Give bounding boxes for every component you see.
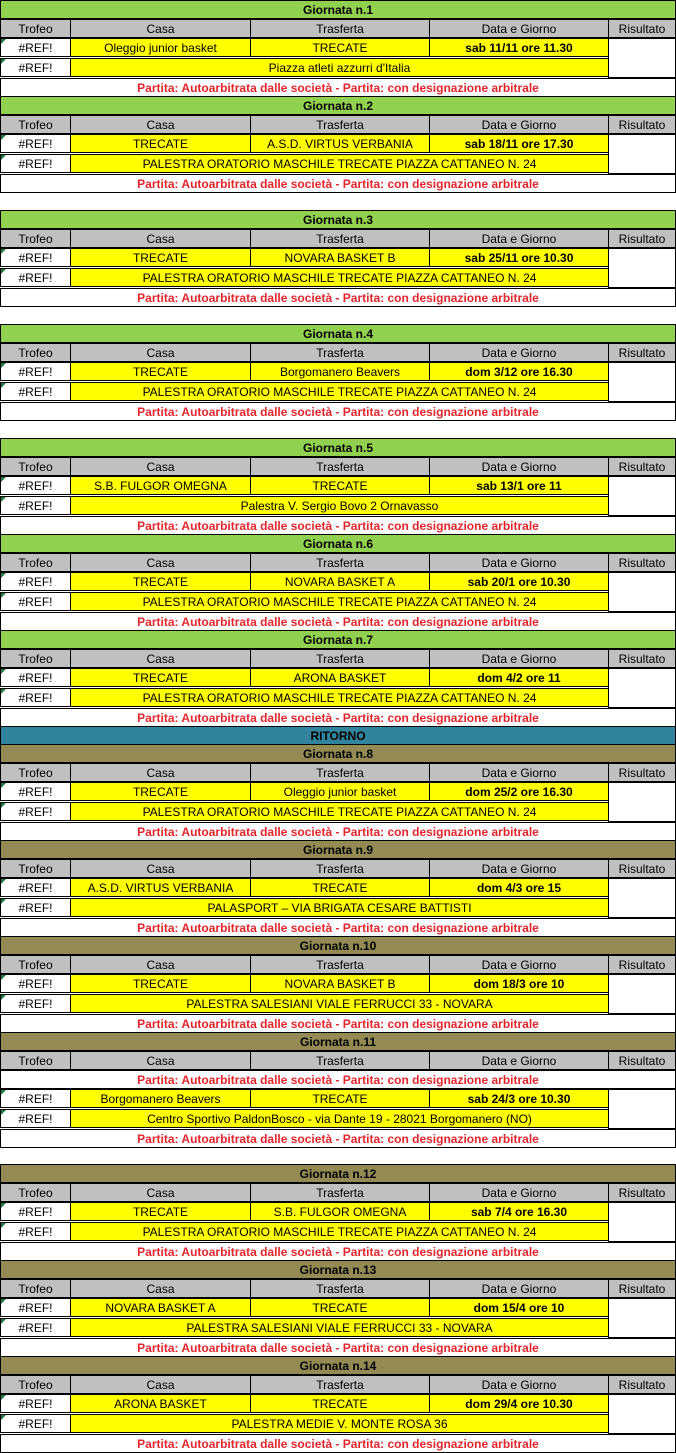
header-trofeo: Trofeo: [0, 955, 71, 974]
header-data: Data e Giorno: [429, 763, 609, 782]
header-risultato: Risultato: [608, 1051, 676, 1070]
date-time-cell[interactable]: dom 29/4 ore 10.30: [429, 1394, 609, 1413]
trofeo-cell[interactable]: #REF!: [0, 572, 71, 591]
date-time-cell[interactable]: sab 13/1 ore 11: [429, 476, 609, 495]
giornata-7-venue-row: [0, 688, 676, 707]
giornata-14-match-row: [0, 1394, 676, 1413]
referee-note: Partita: Autoarbitrata dalle società - Partita: con designazione arbitrale: [0, 1338, 676, 1357]
header-casa: Casa: [70, 115, 251, 134]
home-team-cell[interactable]: TRECATE: [70, 362, 251, 381]
referee-note: Partita: Autoarbitrata dalle società - Partita: con designazione arbitrale: [0, 1242, 676, 1261]
giornata-3-header-row: [0, 229, 676, 248]
home-team-cell[interactable]: S.B. FULGOR OMEGNA: [70, 476, 251, 495]
giornata-4-header-row: [0, 343, 676, 362]
giornata-11-note-row: [0, 1129, 676, 1148]
giornata-1-venue-row: [0, 58, 676, 77]
header-trasferta: Trasferta: [250, 457, 430, 476]
referee-note: Partita: Autoarbitrata dalle società - Partita: con designazione arbitrale: [0, 402, 676, 421]
giornata-4-title-row: [0, 324, 676, 343]
home-team-cell[interactable]: TRECATE: [70, 782, 251, 801]
date-time-cell[interactable]: sab 20/1 ore 10.30: [429, 572, 609, 591]
trofeo-cell[interactable]: #REF!: [0, 1222, 71, 1241]
header-trasferta: Trasferta: [250, 553, 430, 572]
header-trofeo: Trofeo: [0, 649, 71, 668]
header-risultato: Risultato: [608, 343, 676, 362]
home-team-cell[interactable]: NOVARA BASKET A: [70, 1298, 251, 1317]
header-data: Data e Giorno: [429, 19, 609, 38]
date-time-cell[interactable]: dom 15/4 ore 10: [429, 1298, 609, 1317]
trofeo-cell[interactable]: #REF!: [0, 688, 71, 707]
trofeo-cell[interactable]: #REF!: [0, 154, 71, 173]
giornata-14-title: Giornata n.14: [0, 1356, 676, 1375]
header-casa: Casa: [70, 955, 251, 974]
giornata-3-title: Giornata n.3: [0, 210, 676, 229]
trofeo-cell[interactable]: #REF!: [0, 878, 71, 897]
giornata-8-match-row: [0, 782, 676, 801]
giornata-5-title-row: [0, 438, 676, 457]
giornata-11-title: Giornata n.11: [0, 1032, 676, 1051]
date-time-cell[interactable]: dom 4/3 ore 15: [429, 878, 609, 897]
away-team-cell[interactable]: NOVARA BASKET B: [250, 974, 430, 993]
giornata-9-match-row: [0, 878, 676, 897]
giornata-1-note-row: [0, 78, 676, 97]
away-team-cell[interactable]: ARONA BASKET: [250, 668, 430, 687]
venue-cell[interactable]: Palestra V. Sergio Bovo 2 Ornavasso: [70, 496, 609, 515]
giornata-12-note-row: [0, 1242, 676, 1261]
giornata-12-title: Giornata n.12: [0, 1164, 676, 1183]
date-time-cell[interactable]: dom 25/2 ore 16.30: [429, 782, 609, 801]
venue-cell[interactable]: PALESTRA SALESIANI VIALE FERRUCCI 33 - NOVARA: [70, 994, 609, 1013]
away-team-cell[interactable]: TRECATE: [250, 878, 430, 897]
referee-note: Partita: Autoarbitrata dalle società - Partita: con designazione arbitrale: [0, 918, 676, 937]
header-casa: Casa: [70, 763, 251, 782]
giornata-11-extra-note-row: [0, 1070, 676, 1089]
giornata-11-header-row: [0, 1051, 676, 1070]
giornata-10-note-row: [0, 1014, 676, 1033]
header-trofeo: Trofeo: [0, 763, 71, 782]
away-team-cell[interactable]: A.S.D. VIRTUS VERBANIA: [250, 134, 430, 153]
trofeo-cell[interactable]: #REF!: [0, 476, 71, 495]
giornata-9-title-row: [0, 840, 676, 859]
ritorno-separator-row: [0, 726, 676, 745]
header-casa: Casa: [70, 1051, 251, 1070]
header-trasferta: Trasferta: [250, 19, 430, 38]
trofeo-cell[interactable]: #REF!: [0, 1414, 71, 1433]
header-risultato: Risultato: [608, 955, 676, 974]
header-trasferta: Trasferta: [250, 1375, 430, 1394]
header-trofeo: Trofeo: [0, 19, 71, 38]
trofeo-cell[interactable]: #REF!: [0, 268, 71, 287]
giornata-1-title-row: [0, 0, 676, 19]
header-casa: Casa: [70, 1279, 251, 1298]
giornata-13-note-row: [0, 1338, 676, 1357]
home-team-cell[interactable]: TRECATE: [70, 668, 251, 687]
giornata-2-venue-row: [0, 154, 676, 173]
giornata-2-match-row: [0, 134, 676, 153]
giornata-9-note-row: [0, 918, 676, 937]
trofeo-cell[interactable]: #REF!: [0, 382, 71, 401]
giornata-13-header-row: [0, 1279, 676, 1298]
header-trofeo: Trofeo: [0, 457, 71, 476]
header-data: Data e Giorno: [429, 1375, 609, 1394]
giornata-8-venue-row: [0, 802, 676, 821]
trofeo-cell[interactable]: #REF!: [0, 248, 71, 267]
header-data: Data e Giorno: [429, 955, 609, 974]
giornata-6-venue-row: [0, 592, 676, 611]
giornata-10-header-row: [0, 955, 676, 974]
header-trasferta: Trasferta: [250, 1051, 430, 1070]
date-time-cell[interactable]: sab 24/3 ore 10.30: [429, 1089, 609, 1108]
header-risultato: Risultato: [608, 1183, 676, 1202]
home-team-cell[interactable]: TRECATE: [70, 974, 251, 993]
trofeo-cell[interactable]: #REF!: [0, 898, 71, 917]
giornata-9-venue-row: [0, 898, 676, 917]
header-trofeo: Trofeo: [0, 553, 71, 572]
giornata-13-title: Giornata n.13: [0, 1260, 676, 1279]
away-team-cell[interactable]: TRECATE: [250, 38, 430, 57]
header-trasferta: Trasferta: [250, 955, 430, 974]
venue-cell[interactable]: PALESTRA ORATORIO MASCHILE TRECATE PIAZZA CATTANEO N. 24: [70, 802, 609, 821]
trofeo-cell[interactable]: #REF!: [0, 496, 71, 515]
giornata-3-venue-row: [0, 268, 676, 287]
venue-cell[interactable]: PALESTRA MEDIE V. MONTE ROSA 36: [70, 1414, 609, 1433]
header-casa: Casa: [70, 1183, 251, 1202]
trofeo-cell[interactable]: #REF!: [0, 134, 71, 153]
trofeo-cell[interactable]: #REF!: [0, 994, 71, 1013]
giornata-14-note-row: [0, 1434, 676, 1453]
header-trasferta: Trasferta: [250, 1279, 430, 1298]
away-team-cell[interactable]: TRECATE: [250, 1394, 430, 1413]
header-data: Data e Giorno: [429, 553, 609, 572]
giornata-13-venue-row: [0, 1318, 676, 1337]
referee-note: Partita: Autoarbitrata dalle società - Partita: con designazione arbitrale: [0, 1014, 676, 1033]
trofeo-cell[interactable]: #REF!: [0, 1202, 71, 1221]
giornata-9-header-row: [0, 859, 676, 878]
giornata-2-note-row: [0, 174, 676, 193]
header-data: Data e Giorno: [429, 859, 609, 878]
giornata-10-title: Giornata n.10: [0, 936, 676, 955]
trofeo-cell[interactable]: #REF!: [0, 1298, 71, 1317]
giornata-2-title-row: [0, 96, 676, 115]
trofeo-cell[interactable]: #REF!: [0, 1109, 71, 1128]
giornata-6-match-row: [0, 572, 676, 591]
giornata-4-match-row: [0, 362, 676, 381]
header-casa: Casa: [70, 649, 251, 668]
venue-cell[interactable]: PALESTRA ORATORIO MASCHILE TRECATE PIAZZA CATTANEO N. 24: [70, 382, 609, 401]
giornata-7-match-row: [0, 668, 676, 687]
giornata-2-title: Giornata n.2: [0, 96, 676, 115]
giornata-13-match-row: [0, 1298, 676, 1317]
trofeo-cell[interactable]: #REF!: [0, 58, 71, 77]
giornata-6-note-row: [0, 612, 676, 631]
header-data: Data e Giorno: [429, 457, 609, 476]
giornata-14-title-row: [0, 1356, 676, 1375]
home-team-cell[interactable]: Borgomanero Beavers: [70, 1089, 251, 1108]
referee-note: Partita: Autoarbitrata dalle società - Partita: con designazione arbitrale: [0, 612, 676, 631]
away-team-cell[interactable]: Borgomanero Beavers: [250, 362, 430, 381]
header-risultato: Risultato: [608, 1279, 676, 1298]
away-team-cell[interactable]: S.B. FULGOR OMEGNA: [250, 1202, 430, 1221]
giornata-8-header-row: [0, 763, 676, 782]
giornata-2-header-row: [0, 115, 676, 134]
header-data: Data e Giorno: [429, 229, 609, 248]
giornata-12-match-row: [0, 1202, 676, 1221]
giornata-5-title: Giornata n.5: [0, 438, 676, 457]
header-trasferta: Trasferta: [250, 115, 430, 134]
giornata-3-title-row: [0, 210, 676, 229]
header-trasferta: Trasferta: [250, 859, 430, 878]
giornata-13-title-row: [0, 1260, 676, 1279]
trofeo-cell[interactable]: #REF!: [0, 1089, 71, 1108]
venue-cell[interactable]: PALESTRA SALESIANI VIALE FERRUCCI 33 - NOVARA: [70, 1318, 609, 1337]
away-team-cell[interactable]: Oleggio junior basket: [250, 782, 430, 801]
header-casa: Casa: [70, 343, 251, 362]
venue-cell[interactable]: PALESTRA ORATORIO MASCHILE TRECATE PIAZZA CATTANEO N. 24: [70, 154, 609, 173]
giornata-4-venue-row: [0, 382, 676, 401]
giornata-3-match-row: [0, 248, 676, 267]
giornata-3-note-row: [0, 288, 676, 307]
giornata-12-header-row: [0, 1183, 676, 1202]
giornata-14-header-row: [0, 1375, 676, 1394]
giornata-11-title-row: [0, 1032, 676, 1051]
header-data: Data e Giorno: [429, 1183, 609, 1202]
home-team-cell[interactable]: TRECATE: [70, 1202, 251, 1221]
header-data: Data e Giorno: [429, 1279, 609, 1298]
giornata-5-match-row: [0, 476, 676, 495]
away-team-cell[interactable]: TRECATE: [250, 1298, 430, 1317]
trofeo-cell[interactable]: #REF!: [0, 592, 71, 611]
date-time-cell[interactable]: sab 11/11 ore 11.30: [429, 38, 609, 57]
header-data: Data e Giorno: [429, 115, 609, 134]
giornata-10-title-row: [0, 936, 676, 955]
header-risultato: Risultato: [608, 115, 676, 134]
header-risultato: Risultato: [608, 763, 676, 782]
away-team-cell[interactable]: TRECATE: [250, 476, 430, 495]
header-trofeo: Trofeo: [0, 343, 71, 362]
header-trasferta: Trasferta: [250, 229, 430, 248]
trofeo-cell[interactable]: #REF!: [0, 1318, 71, 1337]
away-team-cell[interactable]: TRECATE: [250, 1089, 430, 1108]
header-risultato: Risultato: [608, 553, 676, 572]
header-casa: Casa: [70, 19, 251, 38]
date-time-cell[interactable]: sab 18/11 ore 17.30: [429, 134, 609, 153]
trofeo-cell[interactable]: #REF!: [0, 1394, 71, 1413]
header-casa: Casa: [70, 553, 251, 572]
venue-cell[interactable]: PALESTRA ORATORIO MASCHILE TRECATE PIAZZA CATTANEO N. 24: [70, 1222, 609, 1241]
home-team-cell[interactable]: ARONA BASKET: [70, 1394, 251, 1413]
header-casa: Casa: [70, 457, 251, 476]
trofeo-cell[interactable]: #REF!: [0, 802, 71, 821]
giornata-6-title: Giornata n.6: [0, 534, 676, 553]
header-risultato: Risultato: [608, 457, 676, 476]
header-risultato: Risultato: [608, 19, 676, 38]
giornata-14-venue-row: [0, 1414, 676, 1433]
venue-cell[interactable]: PALESTRA ORATORIO MASCHILE TRECATE PIAZZA CATTANEO N. 24: [70, 268, 609, 287]
header-trasferta: Trasferta: [250, 1183, 430, 1202]
trofeo-cell[interactable]: #REF!: [0, 974, 71, 993]
header-trofeo: Trofeo: [0, 1375, 71, 1394]
trofeo-cell[interactable]: #REF!: [0, 38, 71, 57]
giornata-4-title: Giornata n.4: [0, 324, 676, 343]
date-time-cell[interactable]: dom 4/2 ore 11: [429, 668, 609, 687]
giornata-9-title: Giornata n.9: [0, 840, 676, 859]
giornata-7-title-row: [0, 630, 676, 649]
giornata-5-note-row: [0, 516, 676, 535]
giornata-4-note-row: [0, 402, 676, 421]
date-time-cell[interactable]: dom 18/3 ore 10: [429, 974, 609, 993]
home-team-cell[interactable]: TRECATE: [70, 248, 251, 267]
header-casa: Casa: [70, 1375, 251, 1394]
giornata-5-venue-row: [0, 496, 676, 515]
trofeo-cell[interactable]: #REF!: [0, 782, 71, 801]
giornata-1-header-row: [0, 19, 676, 38]
referee-note: Partita: Autoarbitrata dalle società - Partita: con designazione arbitrale: [0, 822, 676, 841]
trofeo-cell[interactable]: #REF!: [0, 668, 71, 687]
header-trofeo: Trofeo: [0, 115, 71, 134]
date-time-cell[interactable]: sab 7/4 ore 16.30: [429, 1202, 609, 1221]
date-time-cell[interactable]: sab 25/11 ore 10.30: [429, 248, 609, 267]
away-team-cell[interactable]: NOVARA BASKET B: [250, 248, 430, 267]
header-trofeo: Trofeo: [0, 229, 71, 248]
referee-note: Partita: Autoarbitrata dalle società - Partita: con designazione arbitrale: [0, 78, 676, 97]
date-time-cell[interactable]: dom 3/12 ore 16.30: [429, 362, 609, 381]
venue-cell[interactable]: PALESTRA ORATORIO MASCHILE TRECATE PIAZZA CATTANEO N. 24: [70, 688, 609, 707]
home-team-cell[interactable]: TRECATE: [70, 134, 251, 153]
giornata-10-match-row: [0, 974, 676, 993]
referee-note: Partita: Autoarbitrata dalle società - Partita: con designazione arbitrale: [0, 708, 676, 727]
home-team-cell[interactable]: TRECATE: [70, 572, 251, 591]
header-risultato: Risultato: [608, 1375, 676, 1394]
header-risultato: Risultato: [608, 649, 676, 668]
away-team-cell[interactable]: NOVARA BASKET A: [250, 572, 430, 591]
home-team-cell[interactable]: A.S.D. VIRTUS VERBANIA: [70, 878, 251, 897]
giornata-11-venue-row: [0, 1109, 676, 1128]
referee-note: Partita: Autoarbitrata dalle società - Partita: con designazione arbitrale: [0, 516, 676, 535]
venue-cell[interactable]: Piazza atleti azzurri d'Italia: [70, 58, 609, 77]
referee-note: Partita: Autoarbitrata dalle società - Partita: con designazione arbitrale: [0, 1129, 676, 1148]
venue-cell[interactable]: PALASPORT – VIA BRIGATA CESARE BATTISTI: [70, 898, 609, 917]
venue-cell[interactable]: Centro Sportivo PaldonBosco - via Dante 19 - 28021 Borgomanero (NO): [70, 1109, 609, 1128]
header-risultato: Risultato: [608, 859, 676, 878]
giornata-12-venue-row: [0, 1222, 676, 1241]
referee-note: Partita: Autoarbitrata dalle società - Partita: con designazione arbitrale: [0, 288, 676, 307]
header-casa: Casa: [70, 229, 251, 248]
referee-note: Partita: Autoarbitrata dalle società - Partita: con designazione arbitrale: [0, 1070, 676, 1089]
header-data: Data e Giorno: [429, 1051, 609, 1070]
header-trasferta: Trasferta: [250, 649, 430, 668]
giornata-8-title: Giornata n.8: [0, 744, 676, 763]
giornata-11-match-row: [0, 1089, 676, 1108]
header-trofeo: Trofeo: [0, 1051, 71, 1070]
giornata-6-title-row: [0, 534, 676, 553]
header-trasferta: Trasferta: [250, 343, 430, 362]
giornata-1-match-row: [0, 38, 676, 57]
ritorno-separator: RITORNO: [0, 726, 676, 745]
header-data: Data e Giorno: [429, 649, 609, 668]
header-trofeo: Trofeo: [0, 1279, 71, 1298]
giornata-8-title-row: [0, 744, 676, 763]
header-trasferta: Trasferta: [250, 763, 430, 782]
referee-note: Partita: Autoarbitrata dalle società - Partita: con designazione arbitrale: [0, 174, 676, 193]
referee-note: Partita: Autoarbitrata dalle società - Partita: con designazione arbitrale: [0, 1434, 676, 1453]
giornata-7-title: Giornata n.7: [0, 630, 676, 649]
giornata-8-note-row: [0, 822, 676, 841]
trofeo-cell[interactable]: #REF!: [0, 362, 71, 381]
header-trofeo: Trofeo: [0, 1183, 71, 1202]
header-trofeo: Trofeo: [0, 859, 71, 878]
giornata-7-note-row: [0, 708, 676, 727]
giornata-6-header-row: [0, 553, 676, 572]
giornata-1-title: Giornata n.1: [0, 0, 676, 19]
header-data: Data e Giorno: [429, 343, 609, 362]
home-team-cell[interactable]: Oleggio junior basket: [70, 38, 251, 57]
giornata-5-header-row: [0, 457, 676, 476]
giornata-12-title-row: [0, 1164, 676, 1183]
header-risultato: Risultato: [608, 229, 676, 248]
giornata-7-header-row: [0, 649, 676, 668]
giornata-10-venue-row: [0, 994, 676, 1013]
header-casa: Casa: [70, 859, 251, 878]
venue-cell[interactable]: PALESTRA ORATORIO MASCHILE TRECATE PIAZZA CATTANEO N. 24: [70, 592, 609, 611]
